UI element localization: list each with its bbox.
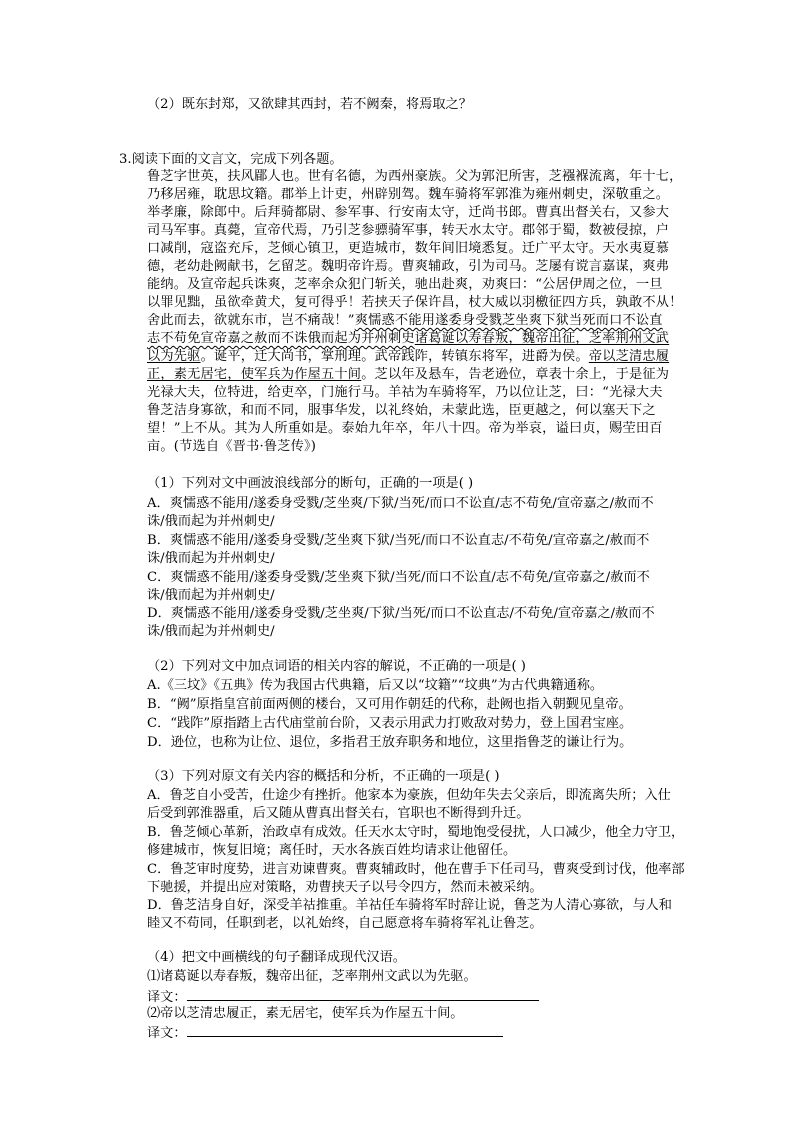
option-a-cont: 后受到郭淮器重，后又随从曹真出督关右，官职也不断得到升迁。 bbox=[147, 806, 530, 821]
passage-line: 亩。(节选自《晋书·鲁芝传》) bbox=[147, 439, 317, 454]
passage-line bbox=[147, 312, 663, 330]
option-c[interactable]: C．“践阼”原指踏上古代庙堂前台阶，又表示用武力打败敌对势力，登上国君宝座。 bbox=[147, 716, 633, 731]
question-1-stem: （1）下列对文中画波浪线部分的断句，正确的一项是( ) bbox=[147, 476, 474, 491]
option-b[interactable]: B．爽懦惑不能用/遂委身受戮/芝坐爽下狱/当死/而口不讼直志/不苟免/宣帝嘉之/赦而不 bbox=[147, 533, 650, 548]
option-c-cont: 下驰援，并提出应对策略，劝曹挟天子以号令四方，然而未被采纳。 bbox=[147, 880, 543, 895]
passage-text: 。诞平，迁大尚书，掌刑理。武帝践阼，转镇东将军，进爵为侯。 bbox=[200, 349, 589, 364]
option-d[interactable]: D．鲁芝洁身自好，深受羊祜推重。羊祜任车骑将军时辞让说，鲁芝为人清心寡欲，与人和 bbox=[147, 898, 672, 913]
translation-row-2 bbox=[147, 1023, 503, 1043]
passage-line: 鲁芝字世英，扶风郿人也。世有名德，为西州豪族。父为郭汜所害，芝襁褓流离，年十七， bbox=[147, 169, 683, 184]
passage-line bbox=[147, 330, 669, 348]
underlined-sentence-2: 帝以芝清忠履 bbox=[588, 349, 670, 364]
passage-text: 。芝以年及悬车，告老逊位，章表十余上，于是征为 bbox=[361, 367, 670, 382]
question-2-stem: （2）下列对文中加点词语的相关内容的解说，不正确的一项是( ) bbox=[147, 659, 526, 674]
translation-row-1 bbox=[147, 987, 539, 1007]
passage-line: 能纳。及宣帝起兵诛爽，芝率余众犯门斩关，驰出赴爽，劝爽曰：“公居伊周之位，一旦 bbox=[147, 277, 663, 292]
translation-label: 译文： bbox=[147, 1026, 187, 1041]
option-d[interactable]: D．爽懦惑不能用/遂委身受戮/芝坐爽/下狱/当死/而口不讼直志/不苟免/宣帝嘉之/赦而不 bbox=[147, 606, 655, 621]
option-c[interactable]: C．爽懦惑不能用/遂委身受戮/芝坐爽下狱/当死/而口不讼直/志不苟免/宣帝嘉之/赦而不 bbox=[147, 570, 650, 585]
wavy-underlined-text: 志不苟免宣帝嘉之赦而不诛俄而起为并州刺史 bbox=[147, 331, 415, 346]
option-d-cont: 诛/俄而起为并州刺史/ bbox=[147, 624, 275, 639]
question-4-stem: （4）把文中画横线的句子翻译成现代汉语。 bbox=[147, 950, 406, 965]
passage-line: 望！”上不从。其为人所重如是。泰始九年卒，年八十四。帝为举哀，谥曰贞，赐茔田百 bbox=[147, 421, 663, 436]
passage-line: 乃移居雍，耽思坟籍。郡举上计吏，州辟别驾。魏车骑将军郭淮为雍州刺史，深敬重之。 bbox=[147, 187, 670, 202]
option-b-cont: 修建城市，恢复旧境；离任时，天水各族百姓均请求让他留任。 bbox=[147, 843, 517, 858]
option-d-cont: 睦又不苟同，任职到老，以礼始终，自己愿意将车骑将军礼让鲁芝。 bbox=[147, 916, 543, 931]
option-a[interactable]: A.《三坟》《五典》传为我国古代典籍，后又以“坟籍”“坟典”为古代典籍通称。 bbox=[147, 678, 604, 693]
passage-line: 口减削，寇盗充斥，芝倾心镇卫，更造城市，数年间旧境悉复。迁广平太守。天水夷夏慕 bbox=[147, 241, 670, 256]
question-3-heading: 3.阅读下面的文言文，完成下列各题。 bbox=[119, 152, 343, 167]
option-b[interactable]: B．“阙”原指皇宫前面两侧的楼台，又可用作朝廷的代称，赴阙也指入朝觐见皇帝。 bbox=[147, 697, 632, 712]
translation-sentence-2: ⑵帝以芝清忠履正，素无居宅，使军兵为作屋五十间。 bbox=[147, 1006, 464, 1021]
passage-line bbox=[147, 366, 669, 384]
passage-line: 以罪见黜，虽欲牵黄犬，复可得乎！若挟天子保许昌，杖大威以羽檄征四方兵，孰敢不从！ bbox=[147, 295, 683, 310]
passage-line: 司马军事。真薨，宣帝代焉，乃引芝参骠骑军事，转天水太守。郡邻于蜀，数被侵掠，户 bbox=[147, 223, 670, 238]
option-c-cont: 诛/俄而起为并州刺史/ bbox=[147, 588, 275, 603]
option-a-cont: 诛/俄而起为并州刺史/ bbox=[147, 514, 275, 529]
passage-line: 德，老幼赴阙献书，乞留芝。魏明帝许焉。曹爽辅政，引为司马。芝屡有谠言嘉谋，爽弗 bbox=[147, 259, 670, 274]
option-d[interactable]: D．逊位，也称为让位、退位，多指君王放弃职务和地位，这里指鲁芝的谦让行为。 bbox=[147, 735, 633, 750]
option-b[interactable]: B．鲁芝倾心革新，治政卓有成效。任天水太守时，蜀地饱受侵扰，人口减少，他全力守卫， bbox=[147, 825, 685, 840]
option-b-cont: 诛/俄而起为并州刺史/ bbox=[147, 551, 275, 566]
underlined-sentence-1: 以为先驱 bbox=[147, 349, 201, 364]
option-a[interactable]: A．鲁芝自小受苦，仕途少有挫折。他家本为豪族，但幼年失去父亲后，即流离失所；入仕 bbox=[147, 788, 671, 803]
passage-line: 举孝廉，除郎中。后拜骑都尉、参军事、行安南太守，迁尚书郎。曹真出督关右，又参大 bbox=[147, 205, 670, 220]
option-c[interactable]: C．鲁芝审时度势，进言劝谏曹爽。曹爽辅政时，他在曹手下任司马，曹爽受到讨伐，他率部 bbox=[147, 862, 685, 877]
passage-line bbox=[147, 348, 669, 366]
passage-text: 舍此而去，欲就东市，岂不痛哉！” bbox=[147, 313, 355, 328]
translation-label: 译文： bbox=[147, 990, 187, 1005]
wavy-underlined-text: 爽懦惑不能用遂委身受戮芝坐爽下狱当死而口不讼直 bbox=[354, 313, 663, 328]
underlined-sentence-1: 诸葛诞以寿春叛，魏帝出征，芝率荆州文武 bbox=[414, 331, 670, 346]
underlined-sentence-2: 正，素无居宅，使军兵为作屋五十间 bbox=[147, 367, 362, 382]
answer-blank-1[interactable] bbox=[187, 987, 539, 1001]
question-3-stem: （3）下列对原文有关内容的概括和分析，不正确的一项是( ) bbox=[147, 769, 500, 784]
option-a[interactable]: A．爽懦惑不能用/遂委身受戮/芝坐爽/下狱/当死/而口不讼直/志不苟免/宣帝嘉之/赦而不 bbox=[147, 496, 654, 511]
translation-sentence-1: ⑴诸葛诞以寿春叛，魏帝出征，芝率荆州文武以为先驱。 bbox=[147, 969, 477, 984]
answer-blank-2[interactable] bbox=[187, 1023, 503, 1037]
passage-line: 光禄大夫，位特进，给吏卒，门施行马。羊祜为车骑将军，乃以位让芝，曰：“光禄大夫 bbox=[147, 385, 663, 400]
passage-line: 鲁芝洁身寡欲，和而不同，服事华发，以礼终始，未蒙此选，臣更越之，何以塞天下之 bbox=[147, 403, 656, 418]
previous-question-2: （2）既东封郑，又欲肆其西封，若不阙秦，将焉取之？ bbox=[147, 97, 472, 112]
